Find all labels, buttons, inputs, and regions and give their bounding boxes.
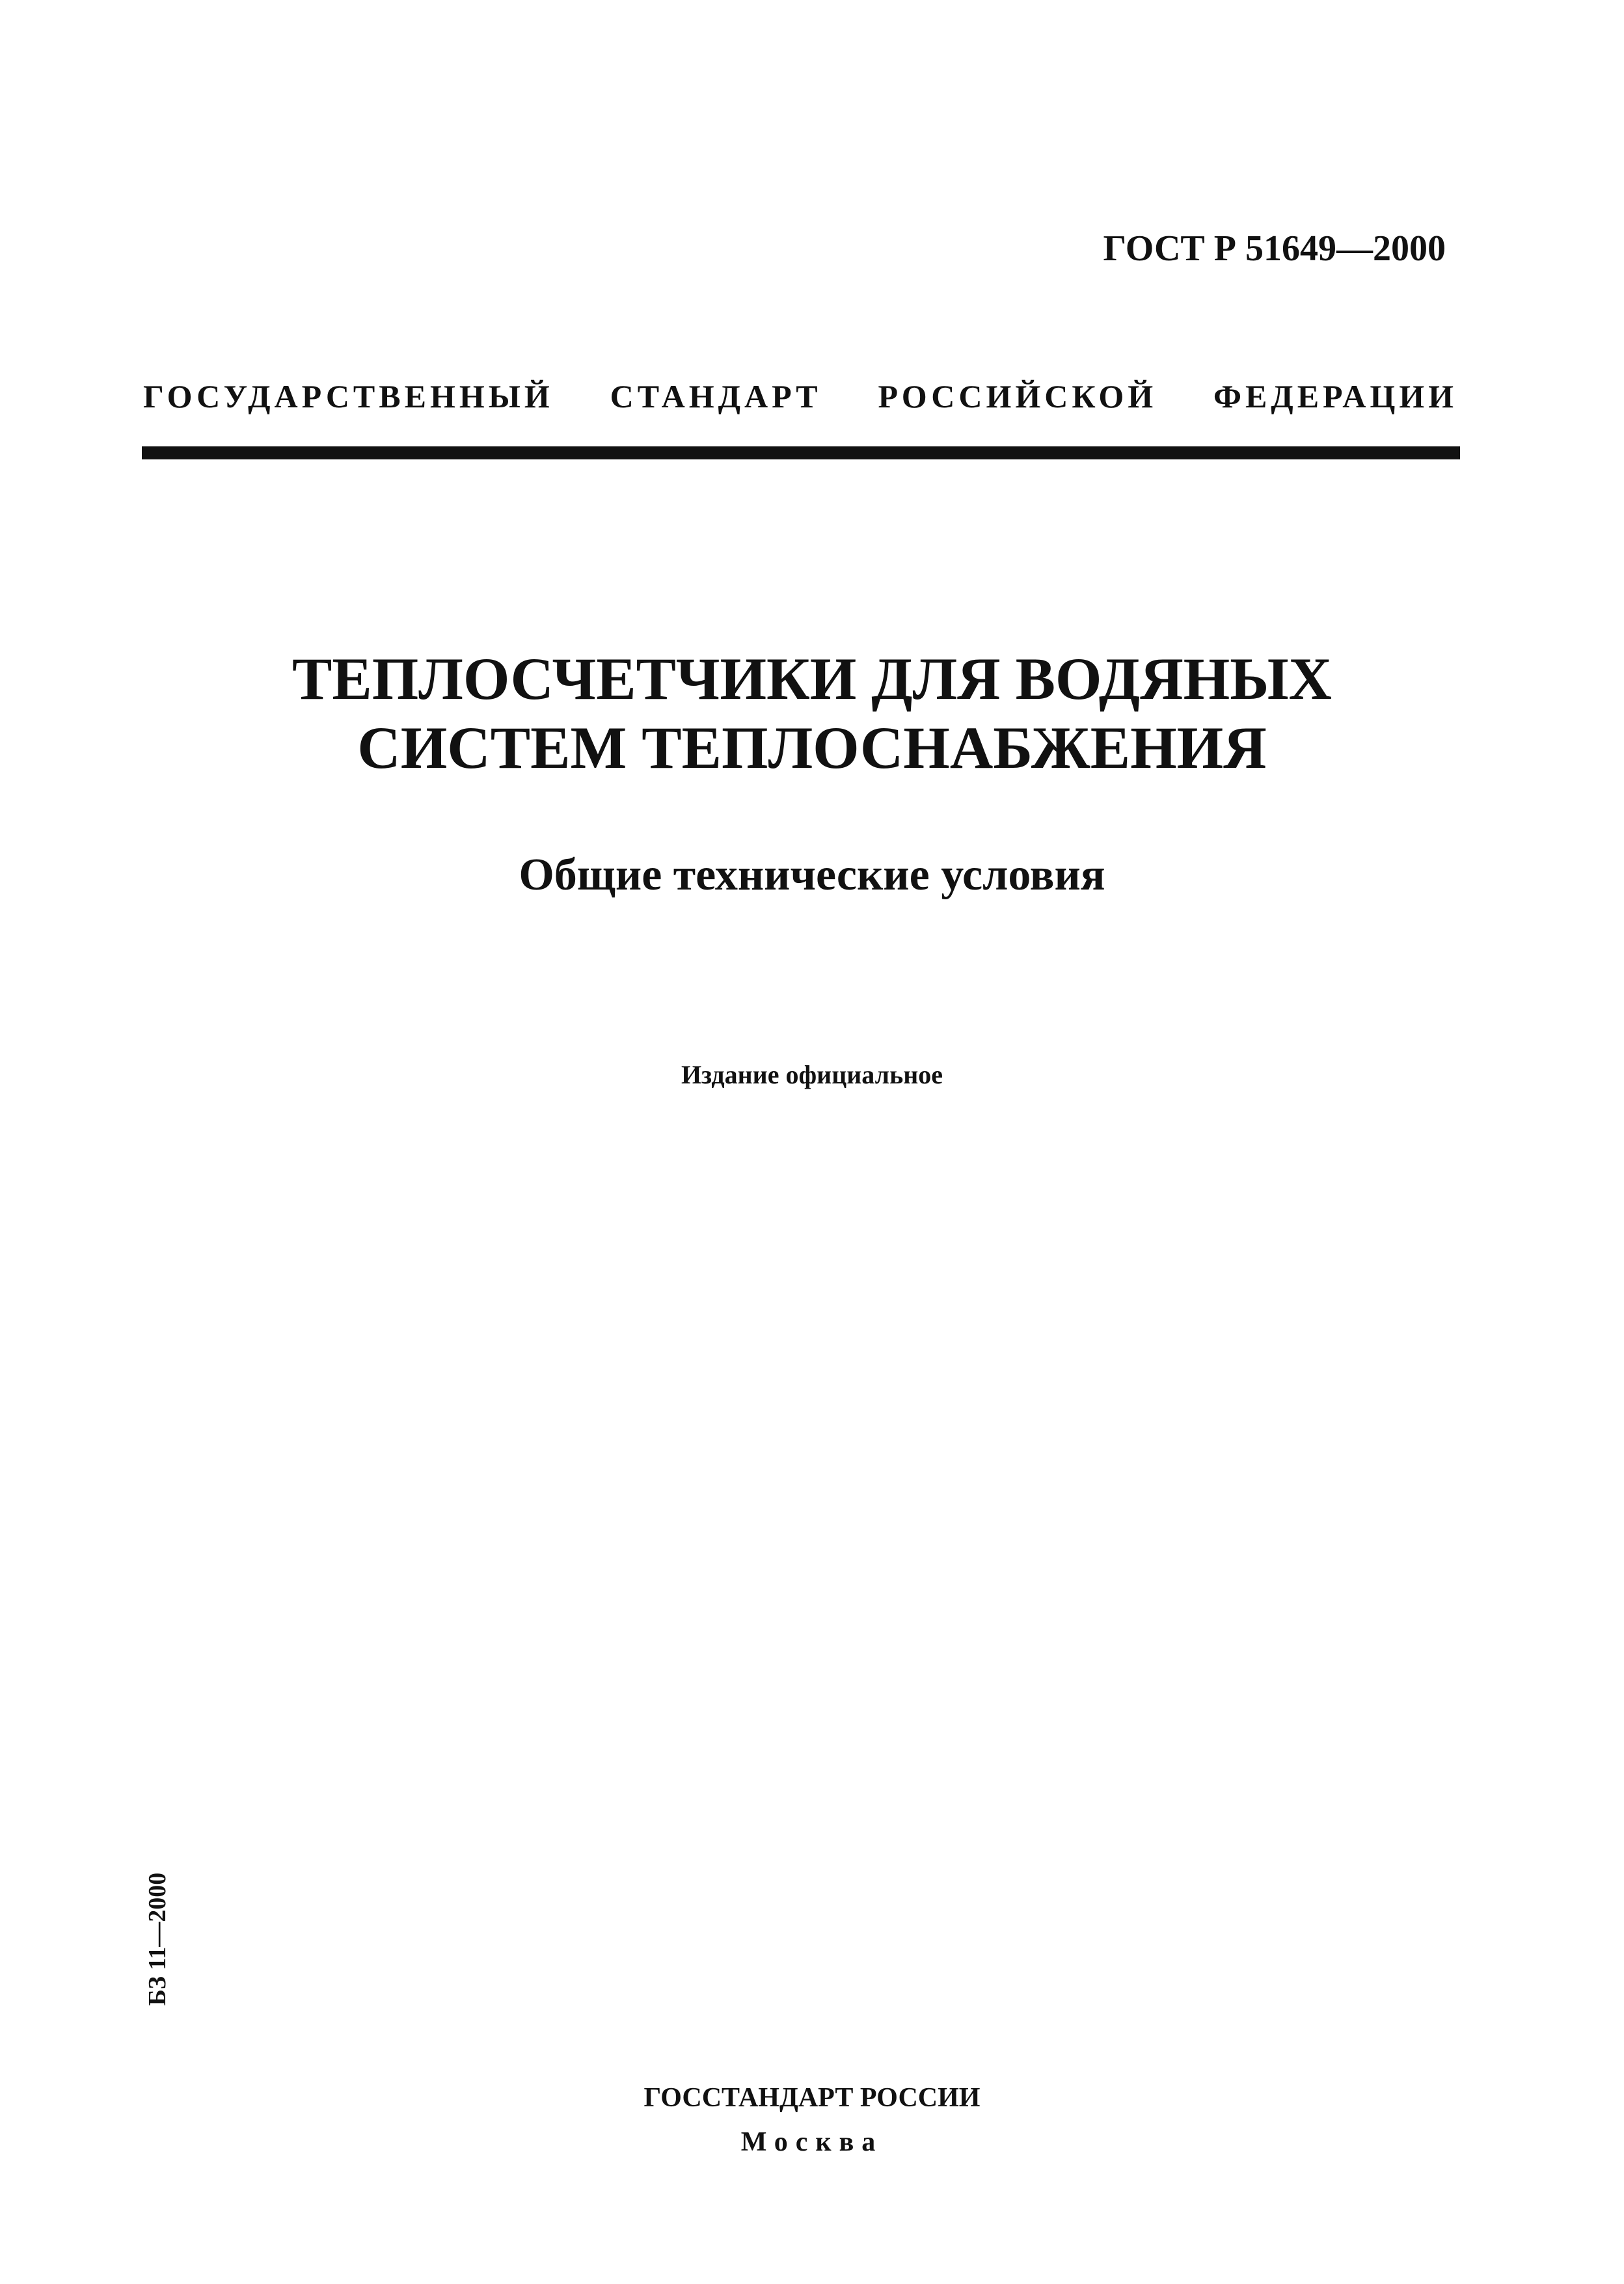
edition-note: Издание официальное <box>681 1060 943 1089</box>
publication-city: Москва <box>740 2127 884 2157</box>
state-standard-header: ГОСУДАРСТВЕННЫЙ СТАНДАРТ РОССИЙСКОЙ ФЕДЕРАЦИИ <box>143 378 1457 415</box>
title-line-2: СИСТЕМ ТЕПЛОСНАБЖЕНИЯ <box>357 714 1267 781</box>
document-subtitle: Общие технические условия <box>519 850 1105 900</box>
publisher: ГОССТАНДАРТ РОССИИ <box>643 2083 981 2113</box>
document-title <box>0 644 1624 782</box>
document-code: ГОСТ Р 51649—2000 <box>1103 228 1446 269</box>
title-line-1: ТЕПЛОСЧЕТЧИКИ ДЛЯ ВОДЯНЫХ <box>292 646 1332 712</box>
side-catalog-code: БЗ 11—2000 <box>144 1872 171 2006</box>
header-rule <box>142 446 1460 459</box>
